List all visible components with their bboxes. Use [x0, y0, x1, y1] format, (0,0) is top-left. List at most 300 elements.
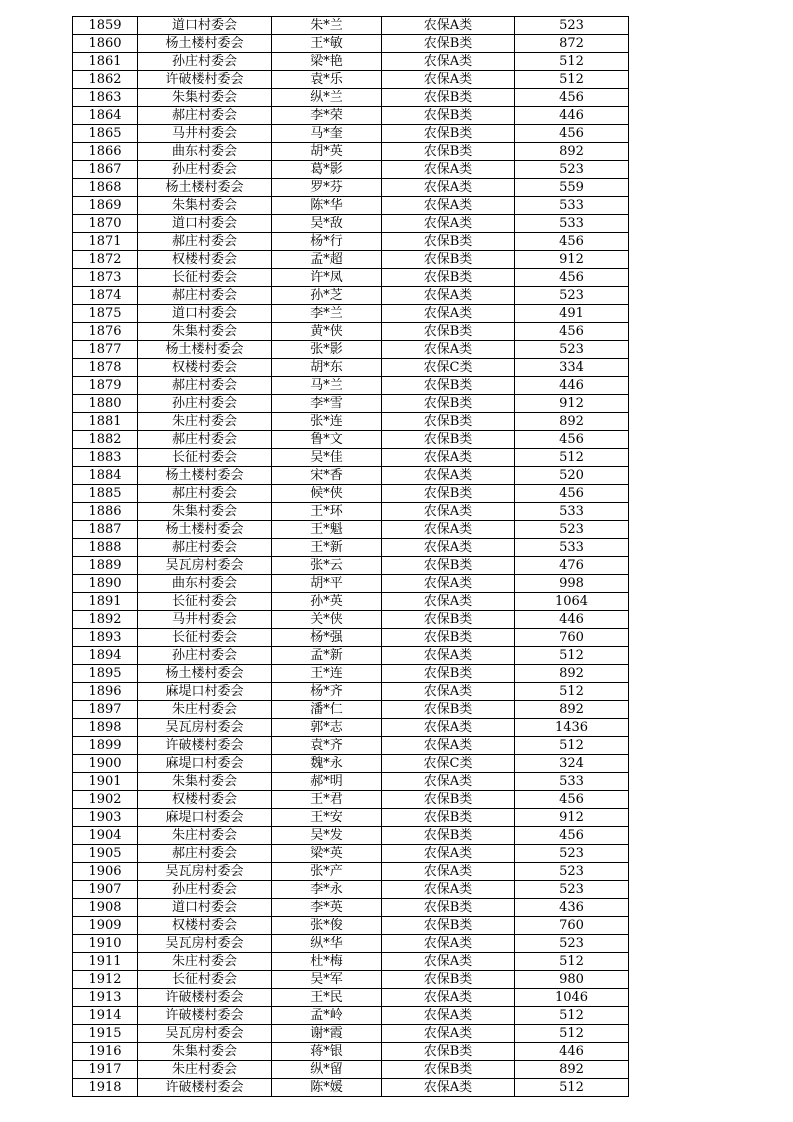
name-cell: 王*魁 [272, 521, 382, 539]
village-committee-cell: 长征村委会 [138, 971, 272, 989]
insurance-type-cell: 农保A类 [382, 737, 515, 755]
serial-number-cell: 1898 [73, 719, 138, 737]
village-committee-cell: 权楼村委会 [138, 359, 272, 377]
name-cell: 朱*兰 [272, 17, 382, 35]
table-row [73, 935, 629, 953]
serial-number-cell: 1874 [73, 287, 138, 305]
amount-cell: 533 [515, 539, 629, 557]
table-row [73, 125, 629, 143]
insurance-type-cell: 农保A类 [382, 53, 515, 71]
serial-number-cell: 1871 [73, 233, 138, 251]
village-committee-cell: 曲东村委会 [138, 143, 272, 161]
table-row [73, 17, 629, 35]
village-committee-cell: 长征村委会 [138, 629, 272, 647]
name-cell: 葛*影 [272, 161, 382, 179]
name-cell: 张*产 [272, 863, 382, 881]
name-cell: 罗*芬 [272, 179, 382, 197]
amount-cell: 1436 [515, 719, 629, 737]
insurance-type-cell: 农保A类 [382, 305, 515, 323]
name-cell: 胡*东 [272, 359, 382, 377]
name-cell: 孟*超 [272, 251, 382, 269]
amount-cell: 523 [515, 935, 629, 953]
serial-number-cell: 1865 [73, 125, 138, 143]
insurance-type-cell: 农保B类 [382, 251, 515, 269]
name-cell: 吴*佳 [272, 449, 382, 467]
insurance-type-cell: 农保A类 [382, 341, 515, 359]
serial-number-cell: 1896 [73, 683, 138, 701]
table-row [73, 413, 629, 431]
name-cell: 袁*乐 [272, 71, 382, 89]
insurance-type-cell: 农保B类 [382, 107, 515, 125]
village-committee-cell: 朱庄村委会 [138, 1061, 272, 1079]
insurance-type-cell: 农保B类 [382, 557, 515, 575]
insurance-type-cell: 农保B类 [382, 35, 515, 53]
name-cell: 杜*梅 [272, 953, 382, 971]
name-cell: 李*英 [272, 899, 382, 917]
serial-number-cell: 1862 [73, 71, 138, 89]
village-committee-cell: 麻堤口村委会 [138, 683, 272, 701]
serial-number-cell: 1914 [73, 1007, 138, 1025]
table-row [73, 215, 629, 233]
insurance-type-cell: 农保B类 [382, 89, 515, 107]
serial-number-cell: 1872 [73, 251, 138, 269]
amount-cell: 760 [515, 629, 629, 647]
serial-number-cell: 1883 [73, 449, 138, 467]
village-committee-cell: 杨土楼村委会 [138, 665, 272, 683]
insurance-type-cell: 农保A类 [382, 683, 515, 701]
village-committee-cell: 道口村委会 [138, 215, 272, 233]
serial-number-cell: 1910 [73, 935, 138, 953]
amount-cell: 559 [515, 179, 629, 197]
name-cell: 候*侠 [272, 485, 382, 503]
serial-number-cell: 1891 [73, 593, 138, 611]
amount-cell: 533 [515, 773, 629, 791]
village-committee-cell: 吴瓦房村委会 [138, 719, 272, 737]
table-row [73, 323, 629, 341]
name-cell: 王*环 [272, 503, 382, 521]
name-cell: 纵*兰 [272, 89, 382, 107]
amount-cell: 456 [515, 431, 629, 449]
serial-number-cell: 1887 [73, 521, 138, 539]
insurance-type-cell: 农保B类 [382, 233, 515, 251]
amount-cell: 512 [515, 953, 629, 971]
table-row [73, 755, 629, 773]
village-committee-cell: 朱集村委会 [138, 197, 272, 215]
amount-cell: 912 [515, 809, 629, 827]
name-cell: 马*奎 [272, 125, 382, 143]
village-committee-cell: 许破楼村委会 [138, 71, 272, 89]
name-cell: 关*侠 [272, 611, 382, 629]
name-cell: 胡*平 [272, 575, 382, 593]
serial-number-cell: 1917 [73, 1061, 138, 1079]
village-committee-cell: 孙庄村委会 [138, 881, 272, 899]
serial-number-cell: 1888 [73, 539, 138, 557]
table-row [73, 845, 629, 863]
village-committee-cell: 郝庄村委会 [138, 377, 272, 395]
insurance-type-cell: 农保B类 [382, 665, 515, 683]
name-cell: 孙*芝 [272, 287, 382, 305]
amount-cell: 324 [515, 755, 629, 773]
name-cell: 李*雪 [272, 395, 382, 413]
village-committee-cell: 吴瓦房村委会 [138, 557, 272, 575]
serial-number-cell: 1918 [73, 1079, 138, 1097]
insurance-type-cell: 农保B类 [382, 125, 515, 143]
amount-cell: 912 [515, 251, 629, 269]
village-committee-cell: 许破楼村委会 [138, 1079, 272, 1097]
table-row [73, 485, 629, 503]
table-row [73, 35, 629, 53]
insurance-type-cell: 农保A类 [382, 863, 515, 881]
serial-number-cell: 1912 [73, 971, 138, 989]
insurance-type-cell: 农保A类 [382, 197, 515, 215]
table-row [73, 1025, 629, 1043]
table-row [73, 1061, 629, 1079]
amount-cell: 476 [515, 557, 629, 575]
serial-number-cell: 1905 [73, 845, 138, 863]
serial-number-cell: 1893 [73, 629, 138, 647]
insurance-type-cell: 农保A类 [382, 575, 515, 593]
name-cell: 孟*新 [272, 647, 382, 665]
village-committee-cell: 郝庄村委会 [138, 485, 272, 503]
name-cell: 宋*香 [272, 467, 382, 485]
village-committee-cell: 郝庄村委会 [138, 287, 272, 305]
serial-number-cell: 1881 [73, 413, 138, 431]
table-row [73, 287, 629, 305]
village-committee-cell: 权楼村委会 [138, 251, 272, 269]
table-row [73, 881, 629, 899]
village-committee-cell: 郝庄村委会 [138, 845, 272, 863]
amount-cell: 512 [515, 71, 629, 89]
name-cell: 梁*英 [272, 845, 382, 863]
amount-cell: 533 [515, 503, 629, 521]
table-row [73, 521, 629, 539]
village-committee-cell: 吴瓦房村委会 [138, 863, 272, 881]
amount-cell: 523 [515, 341, 629, 359]
serial-number-cell: 1901 [73, 773, 138, 791]
name-cell: 胡*英 [272, 143, 382, 161]
insurance-type-cell: 农保A类 [382, 449, 515, 467]
village-committee-cell: 杨土楼村委会 [138, 35, 272, 53]
village-committee-cell: 郝庄村委会 [138, 233, 272, 251]
village-committee-cell: 道口村委会 [138, 899, 272, 917]
name-cell: 张*俊 [272, 917, 382, 935]
name-cell: 张*影 [272, 341, 382, 359]
table-row [73, 593, 629, 611]
name-cell: 许*凤 [272, 269, 382, 287]
insurance-type-cell: 农保A类 [382, 1007, 515, 1025]
serial-number-cell: 1895 [73, 665, 138, 683]
insurance-type-cell: 农保A类 [382, 773, 515, 791]
amount-cell: 512 [515, 53, 629, 71]
insurance-type-cell: 农保B类 [382, 1061, 515, 1079]
insurance-type-cell: 农保A类 [382, 647, 515, 665]
insurance-type-cell: 农保A类 [382, 935, 515, 953]
amount-cell: 491 [515, 305, 629, 323]
amount-cell: 512 [515, 737, 629, 755]
amount-cell: 456 [515, 827, 629, 845]
insurance-type-cell: 农保A类 [382, 989, 515, 1007]
table-row [73, 791, 629, 809]
insurance-type-cell: 农保B类 [382, 1043, 515, 1061]
village-committee-cell: 权楼村委会 [138, 791, 272, 809]
name-cell: 李*兰 [272, 305, 382, 323]
name-cell: 陈*媛 [272, 1079, 382, 1097]
table-row [73, 395, 629, 413]
village-committee-cell: 吴瓦房村委会 [138, 935, 272, 953]
village-committee-cell: 道口村委会 [138, 17, 272, 35]
village-committee-cell: 长征村委会 [138, 449, 272, 467]
amount-cell: 456 [515, 269, 629, 287]
table-row [73, 161, 629, 179]
name-cell: 蒋*银 [272, 1043, 382, 1061]
amount-cell: 523 [515, 881, 629, 899]
table-row [73, 575, 629, 593]
insurance-type-cell: 农保B类 [382, 629, 515, 647]
name-cell: 吴*发 [272, 827, 382, 845]
name-cell: 鲁*文 [272, 431, 382, 449]
table-row [73, 953, 629, 971]
serial-number-cell: 1907 [73, 881, 138, 899]
serial-number-cell: 1915 [73, 1025, 138, 1043]
name-cell: 李*荣 [272, 107, 382, 125]
amount-cell: 892 [515, 143, 629, 161]
serial-number-cell: 1867 [73, 161, 138, 179]
amount-cell: 446 [515, 611, 629, 629]
amount-cell: 892 [515, 701, 629, 719]
table-row [73, 89, 629, 107]
name-cell: 纵*华 [272, 935, 382, 953]
amount-cell: 912 [515, 395, 629, 413]
serial-number-cell: 1879 [73, 377, 138, 395]
name-cell: 李*永 [272, 881, 382, 899]
table-row [73, 233, 629, 251]
table-row [73, 53, 629, 71]
insurance-type-cell: 农保C类 [382, 755, 515, 773]
village-committee-cell: 孙庄村委会 [138, 53, 272, 71]
amount-cell: 436 [515, 899, 629, 917]
amount-cell: 872 [515, 35, 629, 53]
table-row [73, 647, 629, 665]
amount-cell: 456 [515, 233, 629, 251]
amount-cell: 760 [515, 917, 629, 935]
serial-number-cell: 1899 [73, 737, 138, 755]
table-row [73, 665, 629, 683]
table-row [73, 683, 629, 701]
amount-cell: 512 [515, 449, 629, 467]
amount-cell: 533 [515, 197, 629, 215]
amount-cell: 523 [515, 287, 629, 305]
village-committee-cell: 道口村委会 [138, 305, 272, 323]
insurance-type-cell: 农保B类 [382, 809, 515, 827]
serial-number-cell: 1869 [73, 197, 138, 215]
insurance-type-cell: 农保A类 [382, 539, 515, 557]
insurance-type-cell: 农保A类 [382, 287, 515, 305]
serial-number-cell: 1878 [73, 359, 138, 377]
insurance-type-cell: 农保A类 [382, 161, 515, 179]
name-cell: 袁*齐 [272, 737, 382, 755]
insurance-type-cell: 农保A类 [382, 881, 515, 899]
name-cell: 陈*华 [272, 197, 382, 215]
village-committee-cell: 孙庄村委会 [138, 647, 272, 665]
table-row [73, 305, 629, 323]
table-row [73, 611, 629, 629]
serial-number-cell: 1911 [73, 953, 138, 971]
insurance-type-cell: 农保B类 [382, 323, 515, 341]
name-cell: 魏*永 [272, 755, 382, 773]
insurance-type-cell: 农保B类 [382, 791, 515, 809]
table-row [73, 251, 629, 269]
serial-number-cell: 1880 [73, 395, 138, 413]
name-cell: 张*云 [272, 557, 382, 575]
table-row [73, 1079, 629, 1097]
table-row [73, 377, 629, 395]
insurance-type-cell: 农保A类 [382, 953, 515, 971]
insurance-type-cell: 农保A类 [382, 521, 515, 539]
village-committee-cell: 朱庄村委会 [138, 953, 272, 971]
table-row [73, 449, 629, 467]
name-cell: 黄*侠 [272, 323, 382, 341]
serial-number-cell: 1859 [73, 17, 138, 35]
name-cell: 杨*强 [272, 629, 382, 647]
village-committee-cell: 杨土楼村委会 [138, 521, 272, 539]
name-cell: 孙*英 [272, 593, 382, 611]
table-row [73, 863, 629, 881]
insurance-type-cell: 农保B类 [382, 899, 515, 917]
serial-number-cell: 1877 [73, 341, 138, 359]
amount-cell: 892 [515, 665, 629, 683]
name-cell: 马*兰 [272, 377, 382, 395]
insurance-type-cell: 农保B类 [382, 827, 515, 845]
serial-number-cell: 1861 [73, 53, 138, 71]
village-committee-cell: 朱集村委会 [138, 773, 272, 791]
insurance-type-cell: 农保A类 [382, 1079, 515, 1097]
table-row [73, 467, 629, 485]
village-committee-cell: 曲东村委会 [138, 575, 272, 593]
village-committee-cell: 杨土楼村委会 [138, 341, 272, 359]
village-committee-cell: 朱庄村委会 [138, 701, 272, 719]
serial-number-cell: 1870 [73, 215, 138, 233]
table-row [73, 1043, 629, 1061]
table-row [73, 701, 629, 719]
serial-number-cell: 1904 [73, 827, 138, 845]
village-committee-cell: 吴瓦房村委会 [138, 1025, 272, 1043]
village-committee-cell: 郝庄村委会 [138, 107, 272, 125]
village-committee-cell: 杨土楼村委会 [138, 179, 272, 197]
insurance-type-cell: 农保A类 [382, 17, 515, 35]
name-cell: 王*民 [272, 989, 382, 1007]
village-committee-cell: 许破楼村委会 [138, 737, 272, 755]
serial-number-cell: 1894 [73, 647, 138, 665]
insurance-type-cell: 农保B类 [382, 971, 515, 989]
table-row [73, 179, 629, 197]
name-cell: 吴*敌 [272, 215, 382, 233]
serial-number-cell: 1886 [73, 503, 138, 521]
amount-cell: 446 [515, 107, 629, 125]
serial-number-cell: 1873 [73, 269, 138, 287]
amount-cell: 512 [515, 1079, 629, 1097]
name-cell: 潘*仁 [272, 701, 382, 719]
name-cell: 王*安 [272, 809, 382, 827]
insurance-type-cell: 农保B类 [382, 413, 515, 431]
village-committee-cell: 马井村委会 [138, 125, 272, 143]
insurance-type-cell: 农保B类 [382, 701, 515, 719]
table-row [73, 629, 629, 647]
village-committee-cell: 朱庄村委会 [138, 827, 272, 845]
table-row [73, 197, 629, 215]
amount-cell: 1064 [515, 593, 629, 611]
serial-number-cell: 1866 [73, 143, 138, 161]
amount-cell: 523 [515, 521, 629, 539]
name-cell: 纵*留 [272, 1061, 382, 1079]
serial-number-cell: 1860 [73, 35, 138, 53]
table-row [73, 737, 629, 755]
insurance-type-cell: 农保A类 [382, 71, 515, 89]
insurance-type-cell: 农保B类 [382, 917, 515, 935]
amount-cell: 892 [515, 1061, 629, 1079]
serial-number-cell: 1903 [73, 809, 138, 827]
table-row [73, 71, 629, 89]
amount-cell: 446 [515, 377, 629, 395]
serial-number-cell: 1864 [73, 107, 138, 125]
insurance-type-cell: 农保A类 [382, 593, 515, 611]
insurance-type-cell: 农保B类 [382, 143, 515, 161]
village-committee-cell: 权楼村委会 [138, 917, 272, 935]
village-committee-cell: 郝庄村委会 [138, 539, 272, 557]
name-cell: 张*连 [272, 413, 382, 431]
serial-number-cell: 1890 [73, 575, 138, 593]
name-cell: 梁*艳 [272, 53, 382, 71]
amount-cell: 533 [515, 215, 629, 233]
serial-number-cell: 1897 [73, 701, 138, 719]
village-committee-cell: 许破楼村委会 [138, 989, 272, 1007]
village-committee-cell: 朱庄村委会 [138, 413, 272, 431]
name-cell: 王*敏 [272, 35, 382, 53]
amount-cell: 456 [515, 323, 629, 341]
table-row [73, 971, 629, 989]
amount-cell: 334 [515, 359, 629, 377]
table-row [73, 143, 629, 161]
table-row [73, 107, 629, 125]
serial-number-cell: 1875 [73, 305, 138, 323]
name-cell: 谢*霞 [272, 1025, 382, 1043]
serial-number-cell: 1902 [73, 791, 138, 809]
village-committee-cell: 杨土楼村委会 [138, 467, 272, 485]
insurance-type-cell: 农保A类 [382, 467, 515, 485]
village-committee-cell: 麻堤口村委会 [138, 755, 272, 773]
table-row [73, 719, 629, 737]
insurance-type-cell: 农保A类 [382, 503, 515, 521]
amount-cell: 1046 [515, 989, 629, 1007]
serial-number-cell: 1908 [73, 899, 138, 917]
insurance-type-cell: 农保A类 [382, 179, 515, 197]
serial-number-cell: 1885 [73, 485, 138, 503]
serial-number-cell: 1900 [73, 755, 138, 773]
name-cell: 郭*志 [272, 719, 382, 737]
name-cell: 王*君 [272, 791, 382, 809]
name-cell: 吴*军 [272, 971, 382, 989]
insurance-type-cell: 农保A类 [382, 215, 515, 233]
name-cell: 孟*岭 [272, 1007, 382, 1025]
table-row [73, 899, 629, 917]
serial-number-cell: 1868 [73, 179, 138, 197]
insurance-type-cell: 农保B类 [382, 485, 515, 503]
serial-number-cell: 1906 [73, 863, 138, 881]
table-row [73, 827, 629, 845]
amount-cell: 512 [515, 647, 629, 665]
amount-cell: 980 [515, 971, 629, 989]
village-committee-cell: 朱集村委会 [138, 1043, 272, 1061]
amount-cell: 523 [515, 863, 629, 881]
